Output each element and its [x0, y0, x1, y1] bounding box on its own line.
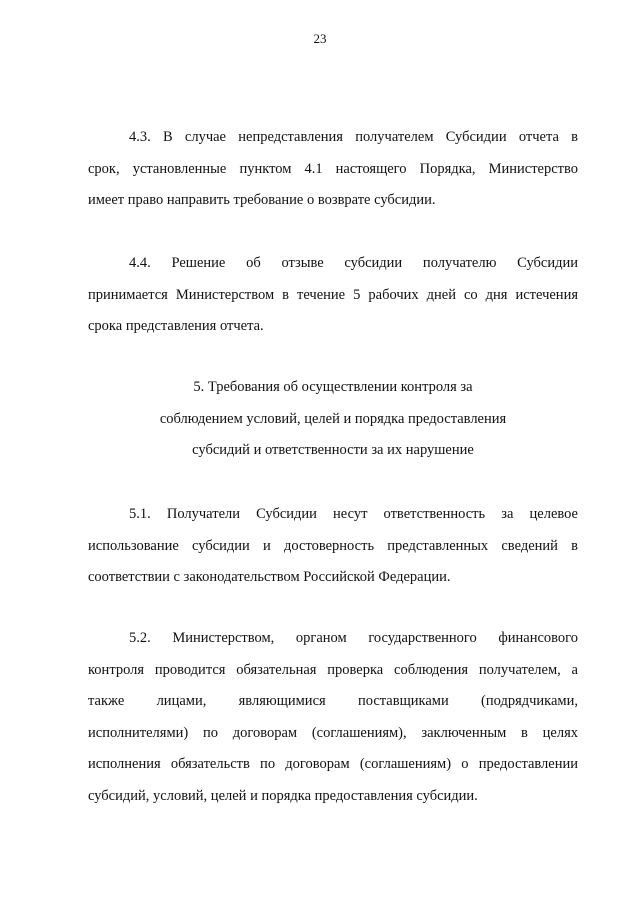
paragraph-line: 5.1. Получатели Субсидии несут ответственность за целевое: [129, 506, 578, 522]
paragraph-line: использование субсидии и достоверность представленных сведений в: [88, 537, 578, 554]
heading-line: соблюдением условий, целей и порядка предоставления: [159, 410, 507, 427]
heading-line: субсидий и ответственности за их нарушение: [192, 442, 474, 458]
paragraph-line: также лицами, являющимися поставщиками (подрядчиками,: [88, 693, 578, 709]
paragraph-line: принимается Министерством в течение 5 рабочих дней со дня истечения: [88, 286, 578, 303]
paragraph-line: 4.4. Решение об отзыве субсидии получателю Субсидии: [129, 255, 578, 271]
paragraph-line: срока представления отчета.: [88, 318, 264, 334]
section-5-heading: [88, 376, 578, 471]
paragraph-line: исполнения обязательств по договорам (соглашениям) о предоставлении: [88, 756, 578, 772]
paragraph-line: имеет право направить требование о возврате субсидии.: [88, 192, 436, 208]
paragraph-5-1: [88, 503, 578, 598]
paragraph-line: субсидий, условий, целей и порядка предоставления субсидии.: [88, 787, 478, 804]
paragraph-5-2: [88, 627, 578, 816]
paragraph-line: 5.2. Министерством, органом государственного финансового: [129, 630, 578, 646]
paragraph-line: соответствии с законодательством Российской Федерации.: [88, 569, 451, 585]
heading-line: 5. Требования об осуществлении контроля за: [193, 379, 473, 395]
page-number: 23: [313, 31, 327, 46]
paragraph-line: 4.3. В случае непредставления получателем Субсидии отчета в: [129, 129, 578, 145]
paragraph-line: срок, установленные пунктом 4.1 настоящего Порядка, Министерство: [88, 160, 578, 177]
paragraph-line: исполнителями) по договорам (соглашениям), заключенным в целях: [88, 724, 578, 741]
paragraph-line: контроля проводится обязательная проверка соблюдения получателем, а: [88, 661, 578, 678]
paragraph-4-3: [88, 126, 578, 221]
paragraph-4-4: [88, 252, 578, 347]
